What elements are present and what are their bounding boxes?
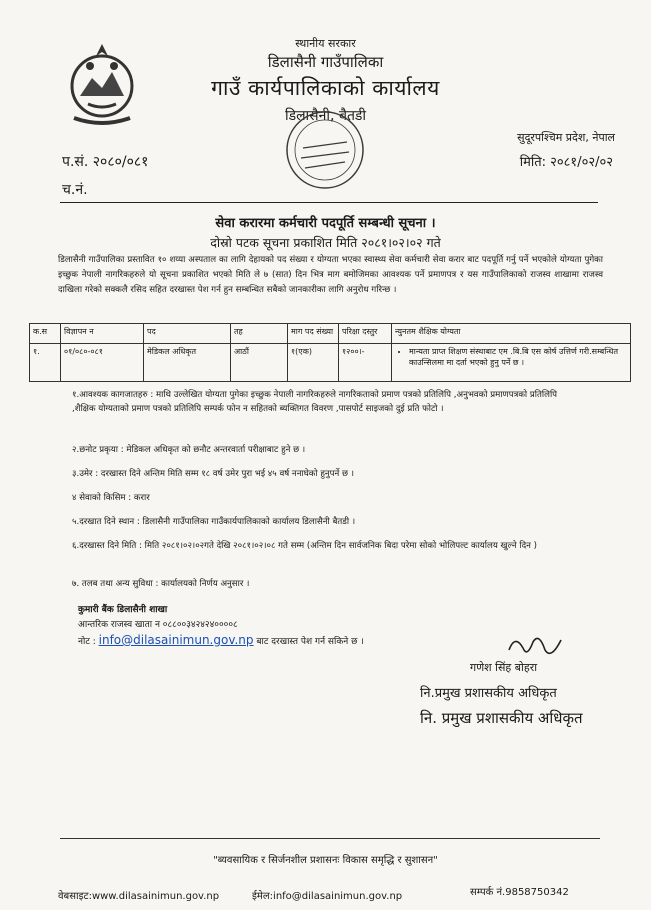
note-prefix: नोट : bbox=[78, 637, 99, 647]
notice-title: सेवा करारमा कर्मचारी पदपूर्ति सम्बन्धी सूचना । bbox=[215, 216, 436, 231]
province-label: सुदूरपश्चिम प्रदेश, नेपाल bbox=[517, 131, 615, 144]
email-link[interactable]: info@dilasainimun.gov.np bbox=[98, 633, 254, 647]
signatory-post-stamp: नि. प्रमुख प्रशासकीय अधिकृत bbox=[420, 709, 583, 727]
col-fee: परिक्षा दस्तुर bbox=[339, 324, 392, 344]
footer-website: वेबसाइट:www.dilasainimun.gov.np bbox=[58, 891, 220, 902]
cell-post: मेडिकल अधिकृत bbox=[144, 344, 231, 382]
cell-level: आठौं bbox=[231, 344, 288, 382]
email-note bbox=[78, 633, 364, 647]
item-selection: २.छनोट प्रकृया : मेडिकल अधिकृत को छनौट अन्तरवार्ता परीक्षाबाट हुने छ । bbox=[72, 445, 306, 455]
cell-count: १(एक) bbox=[288, 344, 339, 382]
cell-ad-no: ०१/०८०-०८१ bbox=[61, 344, 144, 382]
intro-paragraph: डिलासैनी गाउँपालिका प्रस्तावित १० शय्या अस्पताल का लागि देहायको पद संख्या र योग्यता भएका स्वास्थ्य सेवा कर्मचारी सेवा करार बाट पदपूर्ति गर्नु पर्ने भएकोले योग्यता पुगेका इच्छुक नेपाली नागरिकहरुले यो सूचना प्रकाशित भएको मिति ले ७ (सात) दिन भित्र माग बमोजिमका आवश्यक पर्ने प्रमाणपत्र र यस गाउँपालिकाको राजस्व शाखामा राजस्व दाखिला गरेको सक्कलै रसिद सहित दरखास्त पेश गर्न हुन सम्बन्धित सबैको जानकारीका लागि अनुरोध गरिन्छ । bbox=[58, 255, 603, 295]
item-age: ३.उमेर : दरखास्त दिने अन्तिम मिति सम्म १८ वर्ष उमेर पुरा भई ४५ वर्ष ननाघेको हुनुपर्ने छ । bbox=[72, 469, 355, 479]
note-suffix: बाट दरखास्त पेश गर्न सकिने छ । bbox=[253, 637, 364, 647]
footer-divider bbox=[60, 838, 600, 839]
qualification-text: • मान्यता प्राप्त शिक्षण संस्थाबाट एम .बि.बि एस कोर्ष उत्तिर्ण गरी.सम्बन्धित काउन्सिलमा मा दर्ता भएको हुनु पर्ने छ । bbox=[409, 346, 627, 368]
col-ad-no: विज्ञापन न bbox=[61, 324, 144, 344]
item-service-type: ४ सेवाको किसिम : करार bbox=[72, 493, 150, 503]
header-divider bbox=[60, 202, 598, 203]
cell-fee: १२००।- bbox=[339, 344, 392, 382]
footer-phone: सम्पर्क नं.9858750342 bbox=[470, 887, 569, 898]
item-salary: ७. तलब तथा अन्य सुविधा : कार्यालयको निर्णय अनुसार । bbox=[72, 579, 250, 589]
reference-number: प.सं. २०८०/०८१ bbox=[62, 154, 149, 170]
bank-name: कुमारी बैंक डिलासैनी शाखा bbox=[78, 605, 168, 615]
signatory-post: नि.प्रमुख प्रशासकीय अधिकृत bbox=[420, 686, 557, 701]
cell-sn: १. bbox=[30, 344, 61, 382]
col-qualification: न्युनतम शैक्षिक योग्यता bbox=[392, 324, 631, 344]
header-municipality: डिलासैनी गाउँपालिका bbox=[267, 53, 384, 71]
col-post: पद bbox=[144, 324, 231, 344]
dispatch-number: च.नं. bbox=[62, 182, 88, 198]
item-date: ६.दरखास्त दिने मिति : मिति २०८१।०२।०२गते देखि २०८१।०२।०८ गते सम्म (अन्तिम दिन सार्वजनिक बिदा परेमा सोको भोलिपल्ट कार्यालय खुल्ने दिन ) bbox=[72, 541, 538, 551]
col-level: तह bbox=[231, 324, 288, 344]
bank-account: आन्तरिक राजस्व खाता न ०८८००३४२४२४००००८ bbox=[78, 620, 238, 630]
table-header-row bbox=[30, 324, 631, 344]
cell-qualification bbox=[392, 344, 631, 382]
footer-email: ईमेल:info@dilasainimun.gov.np bbox=[252, 891, 403, 902]
item-documents: १.आवश्यक कागजातहरु : माथि उल्लेखित योग्यता पुगेका इच्छुक नेपाली नागरिकहरुले नागरिकताको प्रमाण पत्रको प्रतिलिपि ,अनुभवको प्रमाणपत्रको प्रतिलिपि ,शैक्षिक योग्यताको प्रमाण पत्रको प्रतिलिपि सम्पर्क फोन न सहितको ब्यक्तिगत विवरण ,पासपोर्ट साइजको दुई प्रति फोटो । bbox=[72, 390, 558, 414]
notice-subtitle: दोस्रो पटक सूचना प्रकाशित मिति २०८१।०२।०२ गते bbox=[210, 235, 441, 250]
col-count: माग पद संख्या bbox=[288, 324, 339, 344]
footer-slogan: "ब्यवसायिक र सिर्जनशील प्रशासनः विकास समृद्धि र सुशासन" bbox=[213, 855, 438, 866]
vacancy-table bbox=[29, 323, 631, 382]
col-sn: क.स bbox=[30, 324, 61, 344]
item-place: ५.दरखात दिने स्थान : डिलासैनी गाउँपालिका गाउँकार्यपालिकाको कार्यालय डिलासैनी बैतडी । bbox=[72, 517, 356, 527]
header-local-government: स्थानीय सरकार bbox=[295, 37, 356, 50]
office-stamp bbox=[283, 108, 367, 192]
header-office: गाउँ कार्यपालिकाको कार्यालय bbox=[211, 76, 440, 100]
header-address: डिलासैनी, बैतडी bbox=[284, 108, 367, 124]
letter-date: मिति: २०८१/०२/०२ bbox=[519, 155, 613, 170]
handwritten-signature bbox=[505, 630, 565, 664]
signatory-name: गणेश सिंह बोहरा bbox=[470, 661, 538, 674]
table-row bbox=[30, 344, 631, 382]
